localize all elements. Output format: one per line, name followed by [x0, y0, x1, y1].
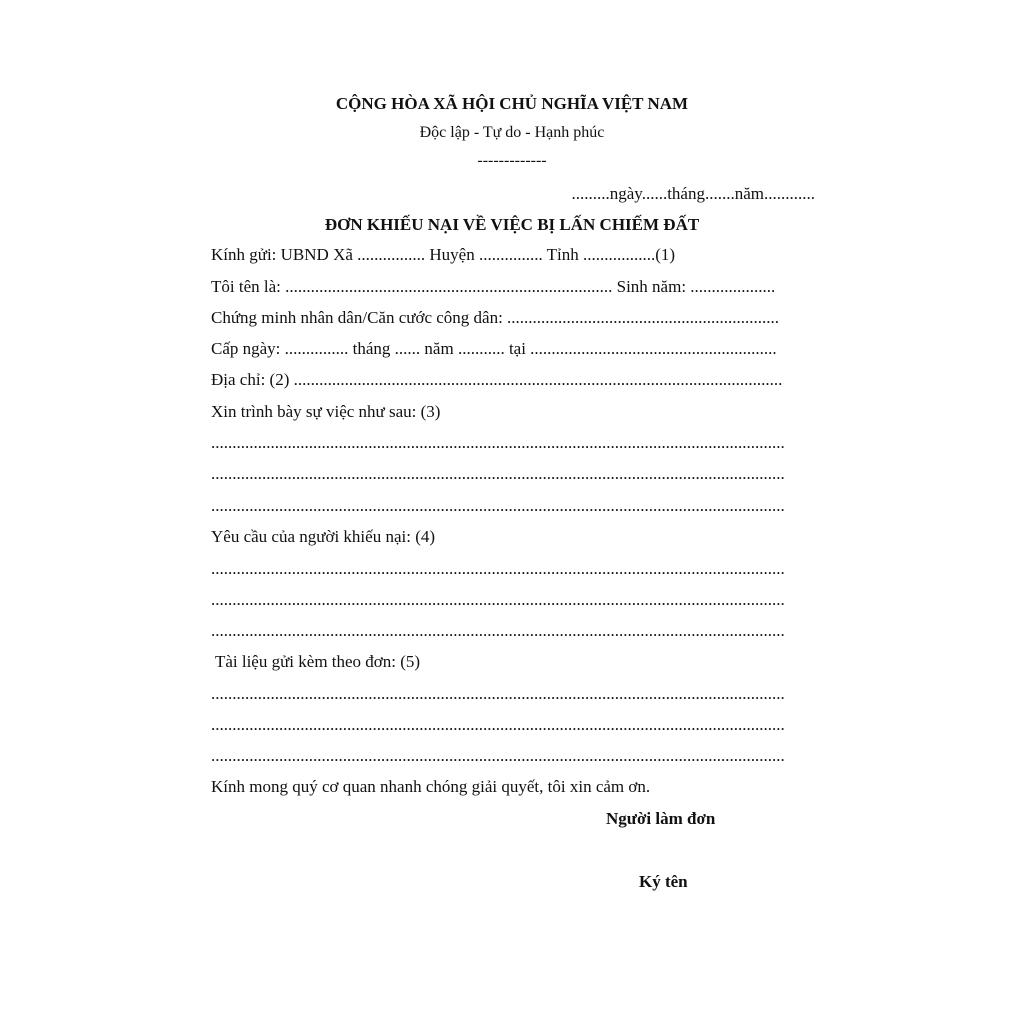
attachments-label: Tài liệu gửi kèm theo đơn: (5) — [211, 652, 421, 671]
signature-label: Ký tên — [639, 872, 688, 891]
requests-dotted-line: ....................................................................................................................................... — [211, 590, 785, 609]
facts-dotted-line: ....................................................................................................................................... — [211, 433, 785, 452]
recipient-line: Kính gửi: UBND Xã ................ Huyện ............... Tỉnh .................(1) — [211, 245, 676, 264]
attachments-dotted-line: ....................................................................................................................................... — [211, 684, 785, 703]
issued-line: Cấp ngày: ............... tháng ...... năm ........... tại .......................................................... — [211, 339, 777, 358]
signer-role: Người làm đơn — [606, 809, 716, 828]
id-card-line: Chứng minh nhân dân/Căn cước công dân: ................................................................ — [211, 308, 780, 327]
requests-dotted-line: ....................................................................................................................................... — [211, 559, 785, 578]
attachments-dotted-line: ....................................................................................................................................... — [211, 746, 785, 765]
document-title: ĐƠN KHIẾU NẠI VỀ VIỆC BỊ LẤN CHIẾM ĐẤT — [324, 215, 700, 234]
date-line: .........ngày......tháng.......năm............ — [571, 184, 815, 203]
motto: Độc lập - Tự do - Hạnh phúc — [419, 124, 605, 141]
facts-label: Xin trình bày sự việc như sau: (3) — [211, 402, 441, 421]
requests-dotted-line: ....................................................................................................................................... — [211, 621, 785, 640]
address-line: Địa chỉ: (2) ................................................................................................................... — [211, 370, 783, 389]
closing-line: Kính mong quý cơ quan nhanh chóng giải quyết, tôi xin cảm ơn. — [211, 777, 651, 796]
requests-label: Yêu cầu của người khiếu nại: (4) — [211, 527, 436, 546]
attachments-dotted-line: ....................................................................................................................................... — [211, 715, 785, 734]
nation-heading: CỘNG HÒA XÃ HỘI CHỦ NGHĨA VIỆT NAM — [335, 94, 689, 113]
name-line: Tôi tên là: ............................................................................. Sinh năm: .................... — [211, 277, 776, 296]
facts-dotted-line: ....................................................................................................................................... — [211, 464, 785, 483]
separator: ------------- — [477, 152, 547, 169]
facts-dotted-line: ....................................................................................................................................... — [211, 496, 785, 515]
